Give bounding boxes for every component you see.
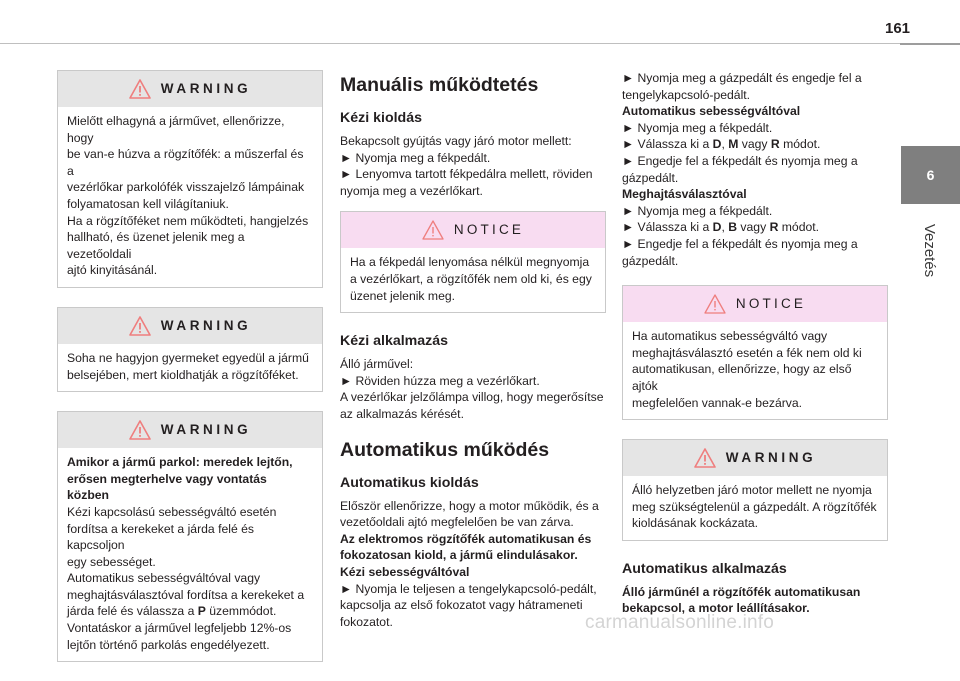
warning-box-1: [57, 70, 323, 288]
section-title: Manuális működtetés: [340, 74, 539, 96]
column-2: [340, 70, 606, 630]
subsection-title: Automatikus kioldás: [340, 474, 479, 491]
page-number: 161: [885, 20, 911, 37]
tab-rule: [900, 43, 960, 45]
column-1: [57, 70, 323, 681]
bold-line: fokozatosan kiold, a jármű elindulásakor.: [340, 548, 578, 563]
text-line: nyomja meg a vezérlőkart.: [340, 183, 483, 198]
bold-line: erősen megterhelve vagy vontatás közben: [67, 471, 267, 503]
gear-letter: D: [712, 220, 722, 235]
text-line: Először ellenőrizze, hogy a motor működik, és a: [340, 498, 599, 513]
bold-line: Amikor a jármű parkol: meredek lejtőn,: [67, 455, 293, 470]
text-line: be van-e húzva a rögzítőfék: a műszerfal és a: [67, 147, 304, 178]
notice-box: [622, 285, 888, 420]
text-line: Automatikus sebességváltóval vagy: [67, 571, 261, 586]
text-line: [622, 136, 888, 153]
text-line: ► Nyomja meg a fékpedált.: [340, 150, 491, 165]
text-line: vezérlőkar parkolófék visszajelző lámpáinak: [67, 180, 305, 195]
text-line: ► Nyomja meg a fékpedált.: [622, 203, 773, 218]
top-rule: [0, 43, 960, 44]
text-line: megfelelően vannak-e bezárva.: [632, 395, 803, 410]
bold-line: bekapcsol, a motor leállításakor.: [622, 601, 810, 616]
text-fragment: vagy: [738, 137, 771, 152]
text-line: Ha a fékpedál lenyomása nélkül megnyomja: [350, 255, 590, 270]
warning-header: [58, 71, 322, 107]
warning-box-2: [57, 307, 323, 392]
warning-body: [58, 107, 322, 287]
gear-letter: R: [770, 137, 780, 152]
text-line: folyamatosan kell világítaniuk.: [67, 196, 229, 211]
text-line: belsejében, mert kioldhatják a rögzítőféket.: [67, 367, 299, 382]
text-line: hallható, és üzenet jelenik meg a vezetőoldali: [67, 230, 245, 261]
text-line: meghajtásválasztó esetén a fék nem old ki: [632, 345, 862, 360]
bold-line: Az elektromos rögzítőfék automatikusan és: [340, 531, 592, 546]
notice-body: [623, 322, 887, 419]
watermark: carmanualsonline.info: [585, 612, 775, 633]
bold-line: Álló járműnél a rögzítőfék automatikusan: [622, 584, 861, 599]
text-fragment: üzemmódot.: [205, 604, 277, 619]
warning-label: WARNING: [160, 317, 252, 333]
warning-label: WARNING: [725, 449, 817, 465]
text-line: ajtó kinyitásánál.: [67, 263, 158, 278]
text-line: vezetőoldali ajtó megfelelően be van zárva.: [340, 515, 574, 530]
warning-body: [623, 476, 887, 540]
warning-header: [58, 412, 322, 448]
bold-line: Automatikus sebességváltóval: [622, 104, 801, 119]
notice-label: NOTICE: [735, 295, 807, 311]
text-fragment: járda felé és válassza a: [67, 604, 198, 619]
text-line: Mielőtt elhagyná a járművet, ellenőrizze, hogy: [67, 114, 285, 145]
text-line: Ha automatikus sebességváltó vagy: [632, 329, 828, 344]
text-line: kapcsolja az első fokozatot vagy hátrameneti: [340, 598, 583, 613]
text-fragment: vagy: [737, 220, 770, 235]
text-line: kioldásának kockázata.: [632, 516, 759, 531]
section-title: Automatikus működés: [340, 438, 550, 461]
notice-triangle-icon: [422, 220, 444, 240]
text-fragment: ► Válassza ki a: [622, 220, 713, 235]
text-fragment: módot.: [778, 220, 820, 235]
text-line: A vezérlőkar jelzőlámpa villog, hogy megerősítse: [340, 390, 604, 405]
gear-letter: P: [197, 604, 206, 619]
text-line: Vontatáskor a járművel legfeljebb 12%-os: [67, 621, 292, 636]
subsection-title: Kézi alkalmazás: [340, 333, 449, 350]
text-fragment: ► Válassza ki a: [622, 137, 713, 152]
gear-letter: R: [769, 220, 779, 235]
gear-letter: B: [728, 220, 738, 235]
text-line: tengelykapcsoló-pedált.: [622, 87, 751, 102]
chapter-title-text: Vezetés: [921, 223, 939, 277]
text-line: ► Röviden húzza meg a vezérlőkart.: [340, 373, 540, 388]
warning-triangle-icon: [129, 316, 151, 336]
warning-box-3: [57, 411, 323, 662]
text-line: gázpedált.: [622, 170, 679, 185]
text-line: gázpedált.: [622, 253, 679, 268]
gear-letter: M: [728, 137, 739, 152]
bold-line: Kézi sebességváltóval: [340, 564, 470, 579]
text-line: Ha a rögzítőféket nem működteti, hangjelzés: [67, 213, 309, 228]
column-3: [622, 70, 888, 617]
text-line: egy sebességet.: [67, 554, 156, 569]
text-line: ► Nyomja meg a gázpedált és engedje fel a: [622, 71, 862, 85]
text-line: meghajtásválasztóval fordítsa a kerekeket a: [67, 587, 305, 602]
text-line: lejtőn történő parkolás engedélyezett.: [67, 637, 270, 652]
warning-body: [58, 344, 322, 391]
warning-triangle-icon: [129, 79, 151, 99]
bold-line: Meghajtásválasztóval: [622, 187, 747, 202]
text-line: Álló járművel:: [340, 357, 414, 372]
text-fragment: ,: [721, 137, 729, 152]
chapter-tab[interactable]: 6: [901, 146, 960, 204]
warning-label: WARNING: [160, 80, 252, 96]
text-line: fokozatot.: [340, 614, 393, 629]
text-line: fordítsa a kerekeket a járda felé és kapcsoljon: [67, 521, 254, 553]
text-line: Bekapcsolt gyújtás vagy járó motor mellett:: [340, 134, 572, 148]
subsection-title: Automatikus alkalmazás: [622, 560, 787, 577]
warning-header: [623, 440, 887, 476]
text-line: a vezérlőkart, a rögzítőfék nem old ki, és egy: [350, 271, 592, 286]
warning-body: [58, 448, 322, 661]
text-line: Soha ne hagyjon gyermeket egyedül a jármű: [67, 350, 309, 365]
text-line: ► Nyomja meg a fékpedált.: [622, 120, 773, 135]
notice-header: [341, 212, 605, 248]
text-line: automatikusan, ellenőrizze, hogy az első ajtók: [632, 362, 852, 393]
notice-label: NOTICE: [453, 222, 525, 238]
text-line: Kézi kapcsolású sebességváltó esetén: [67, 504, 277, 519]
text-line: üzenet jelenik meg.: [350, 288, 456, 303]
text-line: meg szükségtelenül a gázpedált. A rögzítőfék: [632, 499, 877, 514]
text-line: ► Engedje fel a fékpedált és nyomja meg a: [622, 153, 858, 168]
notice-triangle-icon: [704, 294, 726, 314]
text-line: [622, 219, 888, 236]
text-line: Álló helyzetben járó motor mellett ne nyomja: [632, 483, 872, 498]
text-line: ► Engedje fel a fékpedált és nyomja meg a: [622, 236, 858, 251]
warning-header: [58, 308, 322, 344]
warning-triangle-icon: [129, 420, 151, 440]
warning-box-4: [622, 439, 888, 541]
text-line: ► Nyomja le teljesen a tengelykapcsoló-pedált,: [340, 581, 597, 596]
chapter-title: [900, 210, 960, 290]
warning-label: WARNING: [160, 421, 252, 437]
notice-header: [623, 286, 887, 322]
subsection-title: Kézi kioldás: [340, 110, 423, 126]
text-line: ► Lenyomva tartott fékpedálra mellett, röviden: [340, 167, 593, 182]
notice-box: [340, 211, 606, 313]
text-line: [67, 603, 312, 620]
text-fragment: ,: [721, 220, 729, 235]
warning-triangle-icon: [694, 448, 716, 468]
gear-letter: D: [712, 137, 722, 152]
text-line: az alkalmazás kérését.: [340, 406, 464, 421]
text-fragment: módot.: [779, 137, 821, 152]
notice-body: [341, 248, 605, 312]
